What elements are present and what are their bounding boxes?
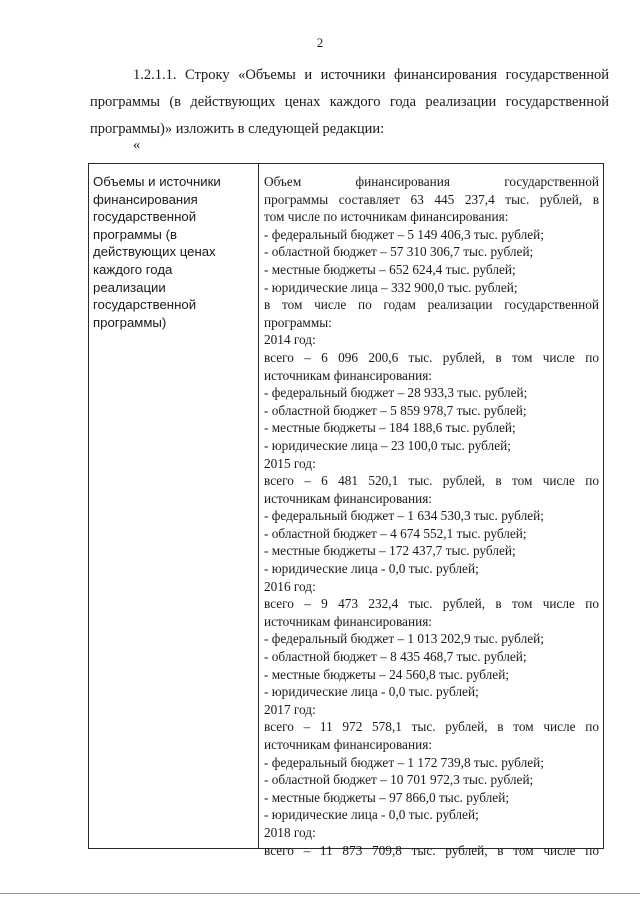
right-cell-line: 2016 год: [264, 578, 316, 594]
right-cell-line: - областной бюджет – 10 701 972,3 тыс. рублей; [264, 772, 534, 788]
right-cell-line: - областной бюджет – 57 310 306,7 тыс. рублей; [264, 244, 534, 260]
right-cell-line: 2018 год: [264, 824, 316, 840]
intro-paragraph: 1.2.1.1. Строку «Объемы и источники финансирования государственной программы (в действующих ценах каждого года реализации государственной программы)» изложить в следующей редакции: [90, 67, 609, 137]
right-cell-line: - федеральный бюджет – 28 933,3 тыс. рублей; [264, 385, 528, 401]
right-cell-line: всего – 9 473 232,4 тыс. рублей, в том числе по [264, 596, 599, 612]
right-cell-line: - областной бюджет – 4 674 552,1 тыс. рублей; [264, 525, 527, 541]
left-cell-line: финансирования [93, 191, 198, 207]
right-cell-line: всего – 11 873 709,8 тыс. рублей, в том числе по [264, 842, 599, 858]
right-cell-line: программы составляет 63 445 237,4 тыс. рублей, в [264, 191, 599, 207]
table-left-cell [89, 164, 259, 848]
right-cell-line: - юридические лица – 332 900,0 тыс. рублей; [264, 279, 518, 295]
right-cell-line: - местные бюджеты – 652 624,4 тыс. рублей; [264, 261, 516, 277]
right-cell-line: - федеральный бюджет – 1 634 530,3 тыс. рублей; [264, 508, 544, 524]
right-cell-line: - местные бюджеты – 97 866,0 тыс. рублей; [264, 789, 510, 805]
right-cell-line: - областной бюджет – 8 435 468,7 тыс. рублей; [264, 649, 527, 665]
right-cell-line: - юридические лица - 0,0 тыс. рублей; [264, 561, 479, 577]
left-cell-line: действующих ценах [93, 244, 216, 260]
right-cell-line: - федеральный бюджет – 5 149 406,3 тыс. рублей; [264, 226, 544, 242]
left-cell-line: программы (в [93, 226, 177, 242]
right-cell-line: всего – 6 096 200,6 тыс. рублей, в том числе по [264, 349, 599, 365]
right-cell-line: - местные бюджеты – 24 560,8 тыс. рублей; [264, 666, 510, 682]
right-cell-line: всего – 6 481 520,1 тыс. рублей, в том числе по [264, 473, 599, 489]
right-cell-line: - местные бюджеты – 184 188,6 тыс. рублей; [264, 420, 516, 436]
right-cell-line: 2015 год: [264, 455, 316, 471]
left-cell-line: программы) [93, 314, 167, 330]
right-cell-line: источникам финансирования: [264, 367, 433, 383]
right-cell-line: - областной бюджет – 5 859 978,7 тыс. рублей; [264, 402, 527, 418]
right-cell-line: Объем финансирования государственной [264, 174, 599, 189]
right-cell-line: - юридические лица - 0,0 тыс. рублей; [264, 684, 479, 700]
left-cell-line: государственной [93, 297, 197, 313]
left-cell-line: государственной [93, 209, 197, 225]
left-cell-line: каждого года [93, 261, 173, 277]
financing-table [88, 163, 604, 858]
right-cell-line: - федеральный бюджет – 1 172 739,8 тыс. рублей; [264, 754, 544, 770]
opening-quote: « [133, 137, 141, 153]
page-number: 2 [316, 35, 324, 50]
right-cell-line: том числе по источникам финансирования: [264, 209, 509, 225]
left-cell-line: Объемы и источники [93, 174, 221, 189]
right-cell-line: источникам финансирования: [264, 613, 433, 629]
page-bottom-rule [0, 893, 640, 894]
right-cell-line: - местные бюджеты – 172 437,7 тыс. рублей; [264, 543, 516, 559]
right-cell-line: всего – 11 972 578,1 тыс. рублей, в том числе по [264, 719, 599, 735]
right-cell-line: в том числе по годам реализации государственной [264, 297, 599, 313]
right-cell-line: программы: [264, 314, 332, 330]
table-right-cell [260, 164, 603, 858]
right-cell-line: - юридические лица - 0,0 тыс. рублей; [264, 807, 479, 823]
right-cell-line: - федеральный бюджет – 1 013 202,9 тыс. рублей; [264, 631, 544, 647]
right-cell-line: источникам финансирования: [264, 490, 433, 506]
right-cell-line: - юридические лица – 23 100,0 тыс. рублей; [264, 437, 511, 453]
right-cell-line: 2014 год: [264, 332, 316, 348]
right-cell-line: источникам финансирования: [264, 737, 433, 752]
left-cell-line: реализации [93, 279, 166, 295]
right-cell-line: 2017 год: [264, 701, 316, 717]
